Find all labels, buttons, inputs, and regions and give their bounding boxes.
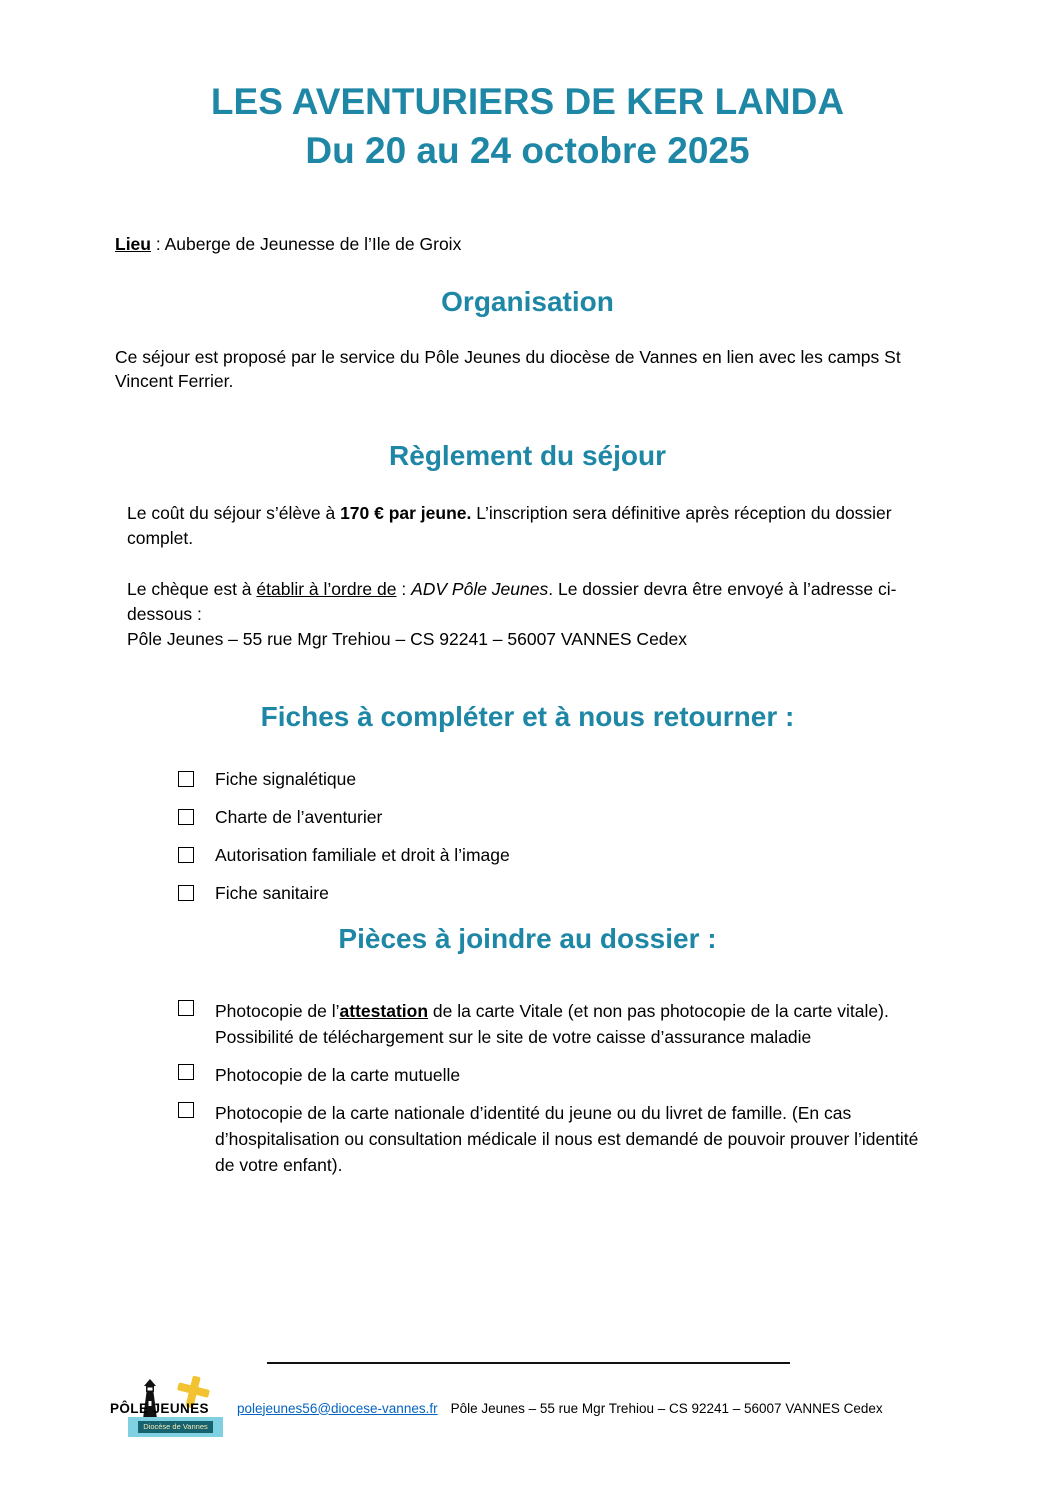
checklist-item bbox=[178, 1100, 940, 1178]
footer bbox=[110, 1376, 970, 1440]
checklist-item bbox=[178, 998, 940, 1050]
cost-paragraph bbox=[127, 501, 940, 551]
lieu-value: Auberge de Jeunesse de l’Ile de Groix bbox=[164, 233, 462, 254]
piece1-text-emphasis: attestation bbox=[339, 1000, 429, 1021]
cheque-text-before: Le chèque est à bbox=[127, 578, 257, 599]
piece1-text-after: de la carte Vitale (et non pas photocopie de la carte vitale). Possibilité de téléchargement sur le site de votre caisse d’assurance maladie bbox=[215, 1000, 889, 1047]
checklist-item-label: Photocopie de la carte nationale d’identité du jeune ou du livret de famille. (En cas d’hospitalisation ou consultation médicale il nous est demandé de pouvoir prouver l’identité de votre enfant). bbox=[215, 1102, 919, 1175]
cheque-text-after: . Le dossier devra être envoyé à l’adresse ci-dessous : bbox=[127, 578, 897, 624]
page-title bbox=[115, 78, 940, 176]
footer-address: Pôle Jeunes – 55 rue Mgr Trehiou – CS 92241 – 56007 VANNES Cedex bbox=[450, 1400, 883, 1416]
lieu-label: Lieu bbox=[115, 233, 151, 254]
cheque-text-italic: ADV Pôle Jeunes bbox=[411, 578, 549, 599]
checklist-item bbox=[178, 1062, 940, 1088]
checkbox-icon bbox=[178, 885, 194, 901]
checklist-item-label bbox=[215, 998, 937, 1050]
checklist-item-label: Photocopie de la carte mutuelle bbox=[215, 1064, 461, 1085]
checklist-item bbox=[178, 845, 940, 866]
lieu-line bbox=[115, 232, 940, 256]
checkbox-icon bbox=[178, 771, 194, 787]
page-title-line2: Du 20 au 24 octobre 2025 bbox=[305, 129, 750, 171]
cost-text-before: Le coût du séjour s’élève à bbox=[127, 502, 341, 523]
cheque-text-mid: : bbox=[396, 578, 412, 599]
checklist-item-label: Charte de l’aventurier bbox=[215, 806, 383, 827]
checklist-item-label: Fiche sanitaire bbox=[215, 882, 329, 903]
checkbox-icon bbox=[178, 809, 194, 825]
pole-jeunes-logo bbox=[110, 1377, 224, 1439]
logo-wordmark: PÔLE JEUNES bbox=[110, 1401, 209, 1416]
checklist-item bbox=[178, 807, 940, 828]
heading-fiches: Fiches à compléter et à nous retourner : bbox=[260, 700, 795, 732]
fiches-checklist bbox=[178, 769, 940, 904]
logo-banner bbox=[128, 1417, 223, 1437]
heading-organisation: Organisation bbox=[441, 285, 614, 317]
page-title-line1: LES AVENTURIERS DE KER LANDA bbox=[210, 81, 845, 122]
cost-text-after: L’inscription sera définitive après réception du dossier complet. bbox=[127, 502, 892, 548]
checkbox-icon bbox=[178, 1000, 194, 1016]
mailing-address-line: Pôle Jeunes – 55 rue Mgr Trehiou – CS 92241 – 56007 VANNES Cedex bbox=[127, 628, 688, 649]
pieces-checklist bbox=[178, 998, 940, 1178]
piece1-text-before: Photocopie de l’ bbox=[215, 1000, 340, 1021]
footer-divider bbox=[267, 1362, 790, 1364]
cheque-paragraph bbox=[127, 577, 940, 652]
cost-text-bold: 170 € par jeune. bbox=[340, 502, 472, 523]
lieu-separator: : bbox=[150, 233, 165, 254]
checkbox-icon bbox=[178, 1064, 194, 1080]
checklist-item-label: Fiche signalétique bbox=[215, 768, 357, 789]
checkbox-icon bbox=[178, 847, 194, 863]
cheque-text-underlined: établir à l’ordre de bbox=[256, 578, 397, 599]
email-link[interactable]: polejeunes56@diocese-vannes.fr bbox=[237, 1400, 438, 1416]
logo-subtitle: Diocèse de Vannes bbox=[138, 1421, 213, 1433]
organisation-paragraph: Ce séjour est proposé par le service du Pôle Jeunes du diocèse de Vannes en lien avec les camps St Vincent Ferrier. bbox=[115, 346, 901, 391]
heading-pieces: Pièces à joindre au dossier : bbox=[338, 922, 717, 954]
checkbox-icon bbox=[178, 1102, 194, 1118]
checklist-item bbox=[178, 883, 940, 904]
heading-reglement: Règlement du séjour bbox=[389, 439, 666, 471]
checklist-item bbox=[178, 769, 940, 790]
checklist-item-label: Autorisation familiale et droit à l’image bbox=[215, 844, 510, 865]
